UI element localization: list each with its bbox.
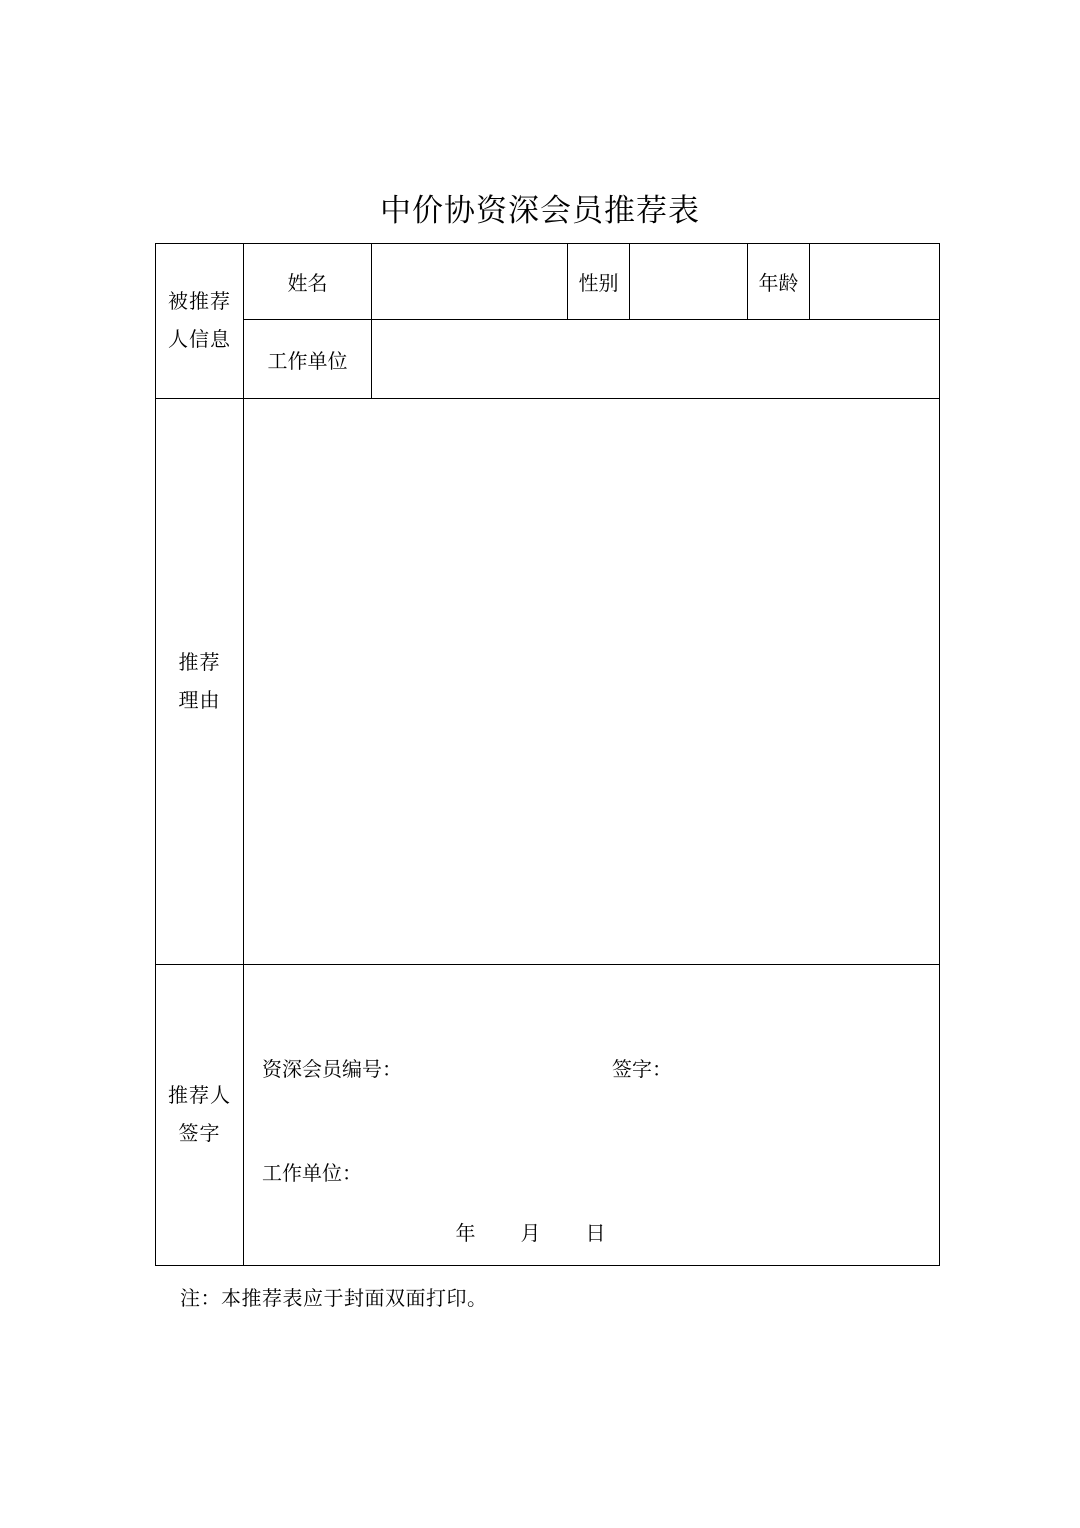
gender-label: 性别 bbox=[578, 273, 619, 295]
signature-area bbox=[244, 965, 939, 1265]
work-unit-value-cell[interactable] bbox=[372, 320, 940, 399]
table-row-work-unit bbox=[156, 320, 940, 399]
age-label-cell bbox=[748, 244, 810, 320]
table-row-reason bbox=[156, 399, 940, 965]
recommender-label-line2: 签字 bbox=[178, 1123, 221, 1145]
recommendation-form-table bbox=[155, 243, 940, 1266]
gender-value-cell[interactable] bbox=[630, 244, 748, 320]
reason-value-cell[interactable] bbox=[244, 399, 940, 965]
date-day-label: 日 bbox=[585, 1223, 608, 1245]
table-row-basic-info bbox=[156, 244, 940, 320]
gender-label-cell bbox=[568, 244, 630, 320]
name-value-cell[interactable] bbox=[372, 244, 568, 320]
date-month-label: 月 bbox=[520, 1223, 543, 1245]
candidate-info-label-line1: 被推荐 bbox=[168, 291, 231, 313]
form-note: 注：本推荐表应于封面双面打印。 bbox=[180, 1288, 488, 1310]
work-unit-label-cell bbox=[244, 320, 372, 399]
reason-label-line1: 推荐 bbox=[178, 651, 221, 674]
age-label: 年龄 bbox=[758, 273, 799, 295]
recommender-signature-cell[interactable] bbox=[244, 965, 940, 1266]
signature-date-row bbox=[244, 1217, 939, 1246]
reason-label-cell bbox=[156, 399, 244, 965]
candidate-info-label-cell bbox=[156, 244, 244, 399]
table-row-recommender-signature bbox=[156, 965, 940, 1266]
member-number-label: 资深会员编号： bbox=[262, 1059, 402, 1081]
candidate-info-label-line2: 人信息 bbox=[168, 329, 231, 351]
member-number-row bbox=[262, 1053, 672, 1082]
page-title: 中价协资深会员推荐表 bbox=[380, 193, 700, 228]
signature-label: 签字： bbox=[612, 1059, 672, 1081]
recommender-label-cell bbox=[156, 965, 244, 1266]
name-label: 姓名 bbox=[287, 273, 328, 295]
recommender-unit-label: 工作单位： bbox=[262, 1163, 362, 1185]
reason-label-line2: 理由 bbox=[178, 689, 221, 712]
age-value-cell[interactable] bbox=[810, 244, 940, 320]
work-unit-label: 工作单位 bbox=[267, 350, 348, 373]
date-year-label: 年 bbox=[455, 1223, 478, 1245]
name-label-cell bbox=[244, 244, 372, 320]
recommender-label-line1: 推荐人 bbox=[168, 1085, 231, 1107]
